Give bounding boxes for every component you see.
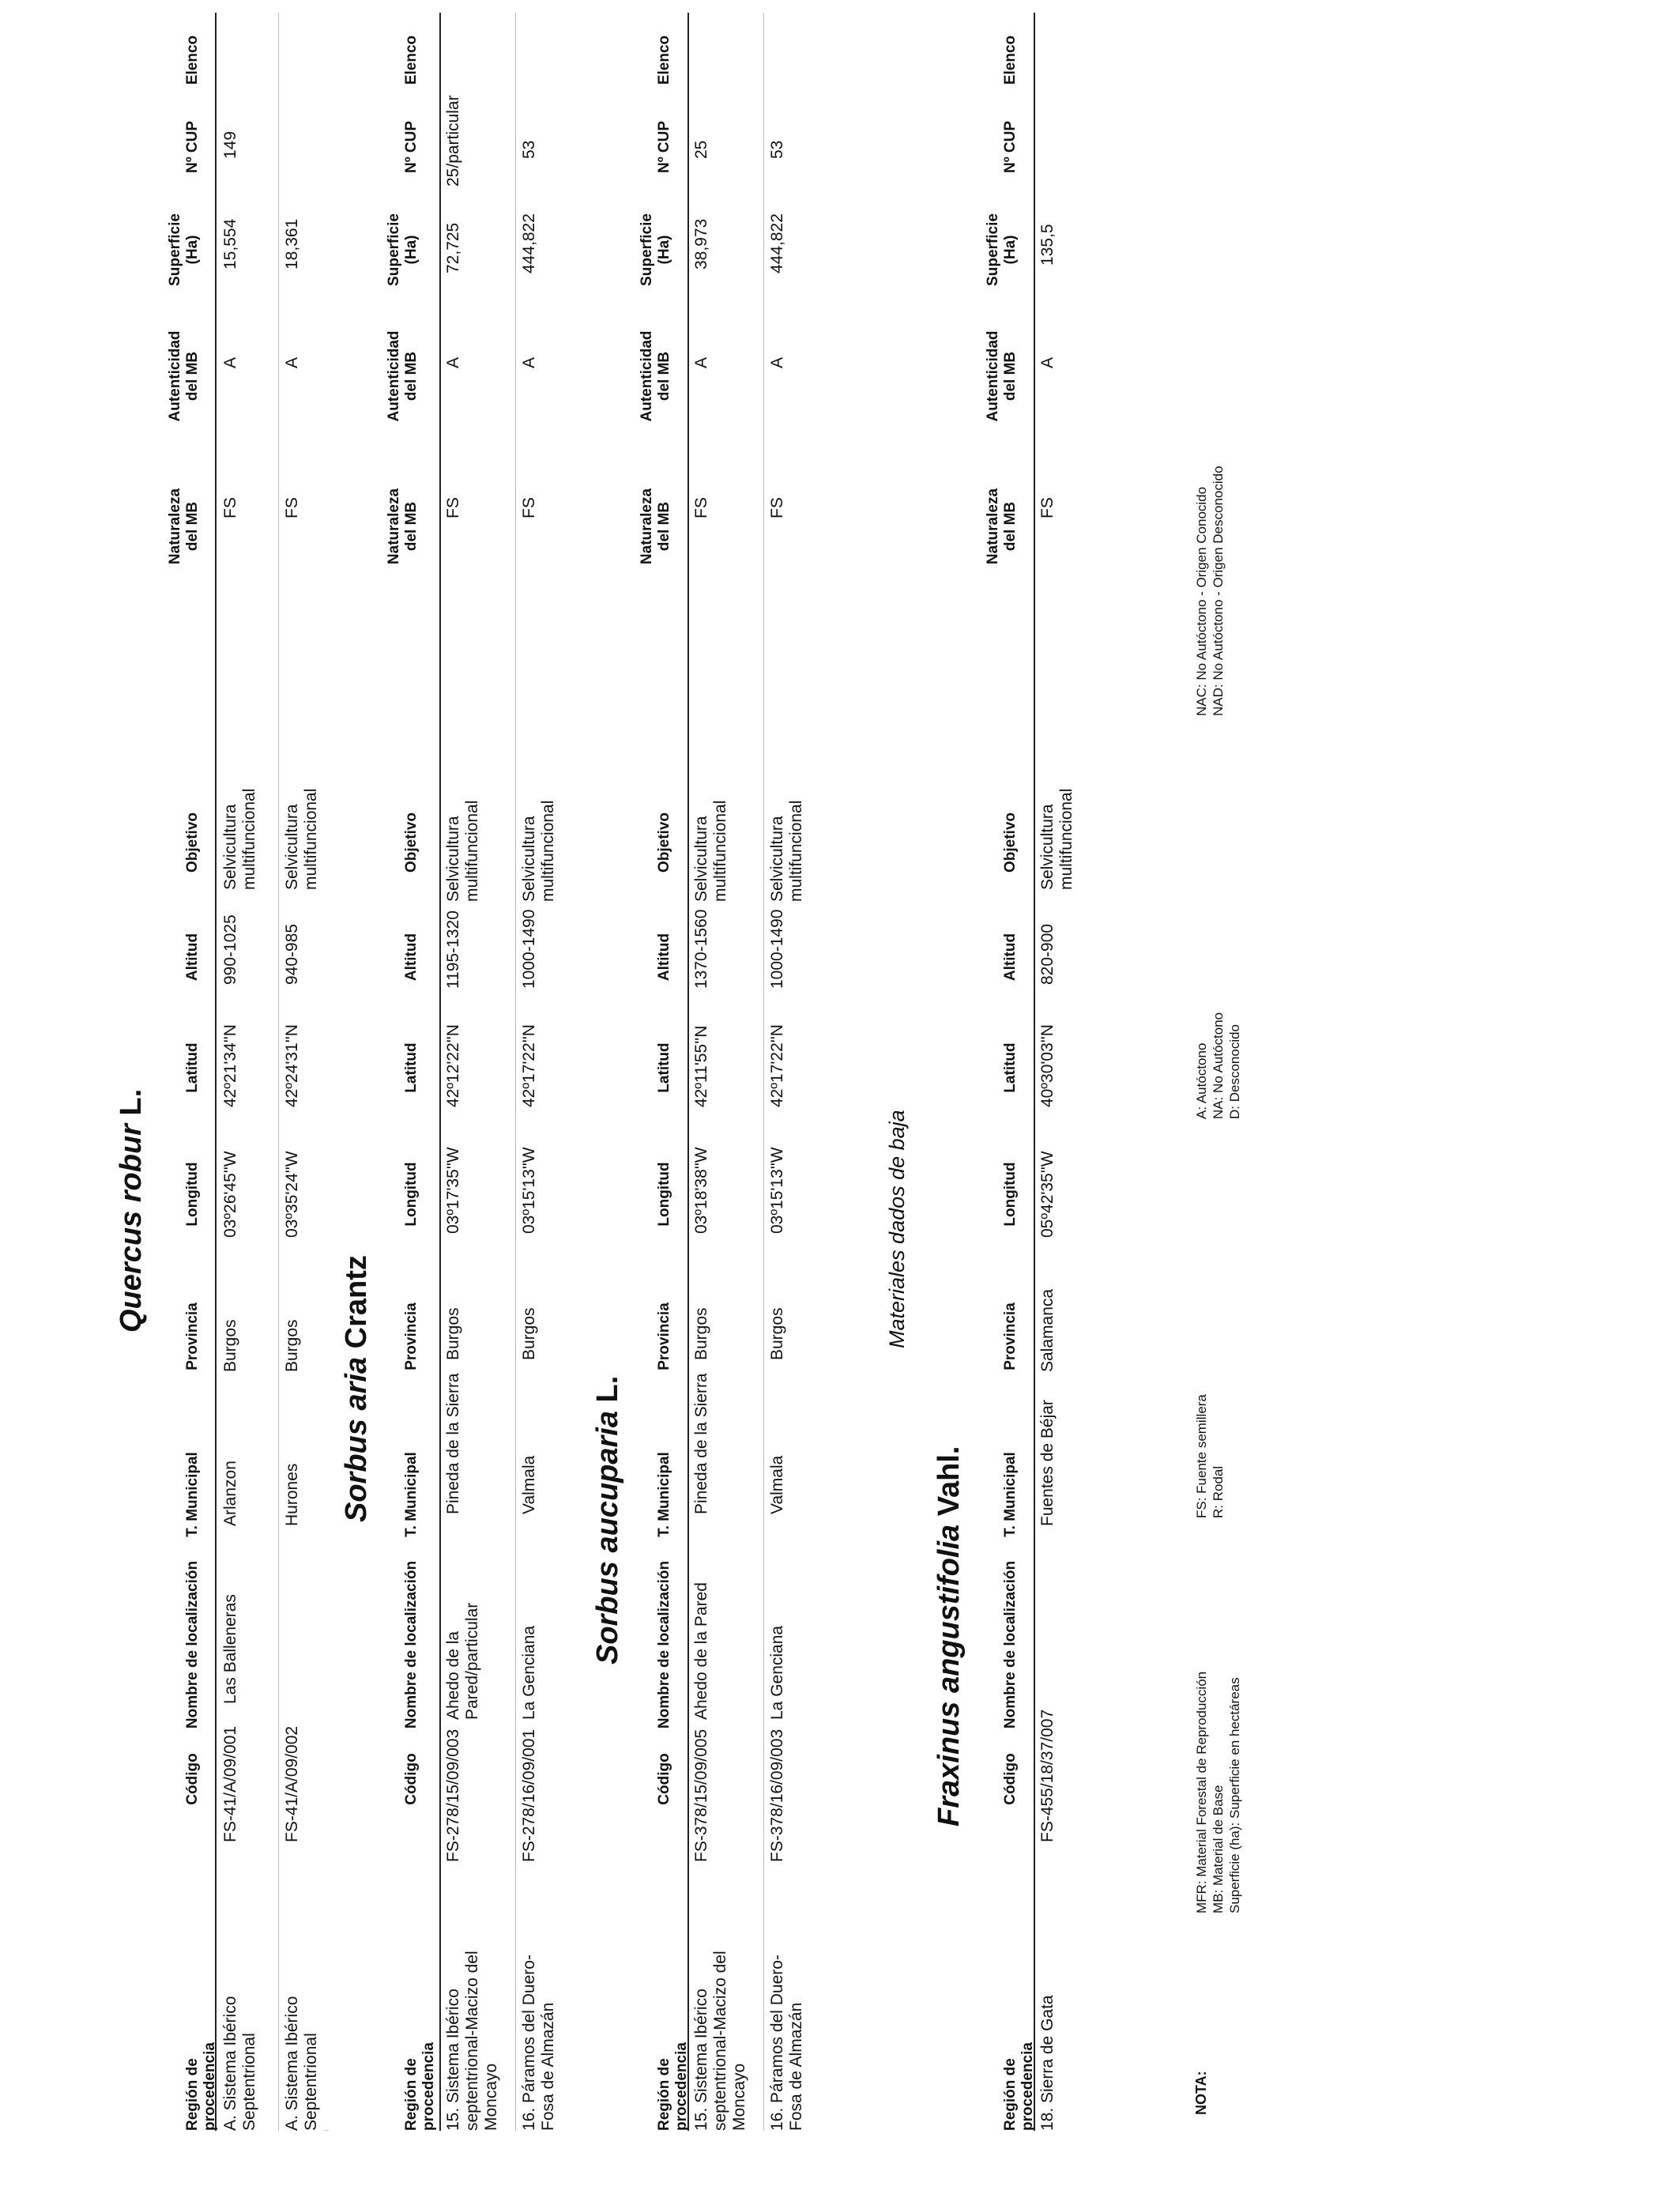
- table-row-cell: 40º30'03''N: [1038, 1024, 1057, 1107]
- table-row-cell: A: [283, 356, 301, 368]
- table-row-cell: 42º21'34''N: [221, 1024, 239, 1107]
- table-row-cell: 03º17'35''W: [444, 1147, 462, 1234]
- table-row-cell: FS-41/A/09/001: [221, 1725, 239, 1842]
- species-name: Fraxinus angustifolia: [932, 1524, 966, 1826]
- notes-col2-line1: FS: Fuente semillera: [1194, 1394, 1209, 1518]
- table-row-cell: 1370-1560: [692, 909, 710, 989]
- header-autenticidad: Autenticidad del MB: [985, 330, 1019, 422]
- table-row-cell: 135,5: [1038, 224, 1057, 266]
- table-row-cell: 53: [768, 140, 786, 159]
- header-latitud: Latitud: [184, 1042, 201, 1093]
- header-cup: Nº CUP: [184, 120, 201, 174]
- table-row-cell: 53: [520, 140, 538, 159]
- section-title-fraxinus-angustifolia: [932, 1446, 966, 1826]
- table-row-cell: FS: [520, 497, 538, 518]
- header-autenticidad: Autenticidad del MB: [167, 330, 201, 422]
- table-row-cell: 42º11'55''N: [692, 1025, 710, 1107]
- table-row-cell: Fuentes de Béjar: [1038, 1400, 1057, 1526]
- species-author: Crantz: [340, 1255, 373, 1349]
- table-row-cell: 1000-1490: [768, 909, 786, 989]
- header-longitud: Longitud: [184, 1162, 201, 1227]
- species-name: Sorbus aucuparia: [591, 1411, 624, 1664]
- species-author: L.: [591, 1375, 624, 1403]
- table-row-cell: 38,973: [692, 218, 710, 270]
- section-title-sorbus-aria: [340, 1255, 374, 1522]
- table-row-cell: Selvicultura multifuncional: [283, 788, 320, 890]
- table-row-cell: 820-900: [1038, 923, 1057, 985]
- table-row-cell: A: [1038, 356, 1057, 368]
- notes-col1-line3: Superficie (ha): Superficie en hectáreas: [1227, 1677, 1242, 1913]
- section-title-sorbus-aucuparia: [591, 1376, 625, 1664]
- row-divider: [515, 13, 516, 2131]
- table-row-cell: La Genciana: [520, 1625, 538, 1720]
- header-naturaleza: Naturaleza del MB: [386, 488, 420, 565]
- header-longitud: Longitud: [403, 1162, 420, 1227]
- table-row-cell: FS: [768, 497, 786, 518]
- header-rule: [439, 13, 441, 2131]
- table-row-cell: La Genciana: [768, 1625, 786, 1720]
- table-row-cell: 940-985: [283, 923, 301, 985]
- notes-col1-line1: MFR: Material Forestal de Reproducción: [1194, 1671, 1209, 1913]
- header-superficie: Superficie (Ha): [985, 213, 1019, 286]
- table-row-cell: Valmala: [520, 1455, 538, 1514]
- header-nombre: Nombre de localización: [1002, 1560, 1019, 1729]
- table-row-cell: Pineda de la Sierra: [444, 1373, 462, 1514]
- header-latitud: Latitud: [656, 1042, 672, 1093]
- table-row-cell: 15,554: [221, 218, 239, 270]
- table-row-cell: 42º17'22''N: [520, 1024, 538, 1107]
- table-row-cell: A. Sistema Ibérico Septentrional: [283, 1996, 320, 2131]
- header-altitud: Altitud: [656, 933, 672, 982]
- table-row-cell: FS-378/15/09/005: [692, 1728, 710, 1862]
- header-municipal: T. Municipal: [403, 1452, 420, 1537]
- notes-col3-line3: D: Desconocido: [1227, 1023, 1242, 1119]
- table-row-cell: 42º17'22''N: [768, 1024, 786, 1107]
- section-title-quercus-robur: [115, 1089, 149, 1333]
- header-elenco: Elenco: [403, 35, 420, 85]
- table-row-cell: 05º42'35''W: [1038, 1151, 1057, 1238]
- header-objetivo: Objetivo: [656, 812, 672, 873]
- table-row-cell: 25/particular: [444, 95, 462, 187]
- header-cup: Nº CUP: [403, 120, 420, 174]
- header-nombre: Nombre de localización: [656, 1560, 672, 1729]
- header-autenticidad: Autenticidad del MB: [638, 330, 672, 422]
- header-region: Región de procedencia: [403, 2042, 437, 2131]
- header-cup: Nº CUP: [656, 120, 672, 174]
- notes-col1-line2: MB: Material de Base: [1211, 1785, 1226, 1913]
- header-altitud: Altitud: [184, 933, 201, 982]
- header-elenco: Elenco: [184, 35, 201, 85]
- table-row-cell: A: [444, 356, 462, 368]
- table-row-cell: Arlanzon: [221, 1461, 239, 1526]
- table-row-cell: 149: [221, 130, 239, 159]
- header-objetivo: Objetivo: [403, 812, 420, 873]
- header-superficie: Superficie (Ha): [638, 213, 672, 286]
- table-row-cell: Burgos: [520, 1307, 538, 1360]
- table-row-cell: 03º15'13''W: [520, 1147, 538, 1234]
- header-naturaleza: Naturaleza del MB: [985, 488, 1019, 565]
- header-nombre: Nombre de localización: [403, 1560, 420, 1729]
- table-row-cell: A: [520, 356, 538, 368]
- table-row-cell: Ahedo de la Pared/particular: [444, 1602, 481, 1720]
- table-row-cell: A: [221, 356, 239, 368]
- header-municipal: T. Municipal: [184, 1452, 201, 1537]
- header-elenco: Elenco: [656, 35, 672, 85]
- header-cup: Nº CUP: [1002, 120, 1019, 174]
- table-row-cell: FS: [1038, 497, 1057, 518]
- header-rule: [1034, 13, 1035, 2131]
- table-row-cell: Burgos: [692, 1307, 710, 1360]
- table-row-cell: FS-455/18/37/007: [1038, 1709, 1057, 1842]
- table-row-cell: Hurones: [283, 1463, 301, 1526]
- notes-col2-line2: R: Rodal: [1211, 1465, 1226, 1518]
- table-row-cell: 990-1025: [221, 914, 239, 985]
- table-row-cell: 444,822: [520, 213, 538, 273]
- table-row-cell: 15. Sistema Ibérico septentrional-Macizo del Moncayo: [692, 1951, 748, 2131]
- notes-col4-line1: NAC: No Autóctono - Origen Conocido: [1194, 486, 1209, 716]
- header-elenco: Elenco: [1002, 35, 1019, 85]
- row-divider: [763, 13, 764, 2131]
- table-row-cell: FS: [444, 497, 462, 518]
- header-superficie: Superficie (Ha): [386, 213, 420, 286]
- table-row-cell: 03º26'45''W: [221, 1151, 239, 1238]
- table-row-cell: 42º24'31''N: [283, 1024, 301, 1107]
- table-row-cell: FS: [221, 497, 239, 518]
- header-objetivo: Objetivo: [1002, 812, 1019, 873]
- header-superficie: Superficie (Ha): [167, 213, 201, 286]
- table-row-cell: Ahedo de la Pared: [692, 1582, 710, 1720]
- header-codigo: Código: [1002, 1753, 1019, 1805]
- table-row-cell: FS-278/16/09/001: [520, 1728, 538, 1862]
- species-author: L.: [115, 1088, 148, 1116]
- table-row-cell: Selvicultura multifuncional: [1038, 788, 1075, 890]
- table-row-cell: Burgos: [768, 1307, 786, 1360]
- table-row-cell: 42º12'22''N: [444, 1024, 462, 1107]
- table-row-cell: A. Sistema Ibérico Septentrional: [221, 1996, 258, 2131]
- header-rule: [215, 13, 217, 2131]
- notes-col3-line2: NA: No Autóctono: [1211, 1012, 1226, 1119]
- table-row-cell: 16. Páramos del Duero-Fosa de Almazán: [768, 1955, 805, 2131]
- table-row-cell: 1000-1490: [520, 909, 538, 989]
- header-provincia: Provincia: [656, 1302, 672, 1370]
- table-row-cell: 15. Sistema Ibérico septentrional-Macizo del Moncayo: [444, 1951, 500, 2131]
- table-row-cell: FS-278/15/09/003: [444, 1728, 462, 1862]
- table-row-cell: Selvicultura multifuncional: [520, 800, 557, 902]
- header-objetivo: Objetivo: [184, 812, 201, 873]
- table-row-cell: Selvicultura multifuncional: [444, 800, 481, 902]
- section-separator: [324, 2130, 329, 2131]
- table-row-cell: FS-378/16/09/003: [768, 1728, 786, 1862]
- header-autenticidad: Autenticidad del MB: [386, 330, 420, 422]
- table-row-cell: 72,725: [444, 222, 462, 273]
- header-codigo: Código: [184, 1753, 201, 1805]
- header-municipal: T. Municipal: [656, 1452, 672, 1537]
- header-naturaleza: Naturaleza del MB: [167, 488, 201, 565]
- header-latitud: Latitud: [1002, 1042, 1019, 1093]
- species-name: Sorbus aria: [340, 1356, 373, 1522]
- table-row-cell: 18. Sierra de Gata: [1038, 1995, 1057, 2131]
- baja-label: Materiales dados de baja: [885, 1110, 909, 1348]
- header-longitud: Longitud: [1002, 1162, 1019, 1227]
- table-row-cell: Selvicultura multifuncional: [221, 788, 258, 890]
- table-row-cell: 25: [692, 140, 710, 159]
- table-row-cell: Valmala: [768, 1455, 786, 1514]
- table-row-cell: Selvicultura multifuncional: [768, 800, 805, 902]
- header-provincia: Provincia: [184, 1302, 201, 1370]
- header-altitud: Altitud: [403, 933, 420, 982]
- table-row-cell: 444,822: [768, 213, 786, 273]
- table-row-cell: 16. Páramos del Duero-Fosa de Almazán: [520, 1955, 557, 2131]
- table-row-cell: Burgos: [444, 1307, 462, 1360]
- header-municipal: T. Municipal: [1002, 1452, 1019, 1537]
- header-rule: [687, 13, 689, 2131]
- notes-col4-line2: NAD: No Autóctono - Origen Desconocido: [1211, 466, 1226, 716]
- header-longitud: Longitud: [656, 1162, 672, 1227]
- table-row-cell: 03º35'24''W: [283, 1151, 301, 1238]
- header-provincia: Provincia: [403, 1302, 420, 1370]
- table-row-cell: Salamanca: [1038, 1288, 1057, 1372]
- table-row-cell: FS: [283, 497, 301, 518]
- header-codigo: Código: [403, 1753, 420, 1805]
- table-row-cell: Burgos: [283, 1319, 301, 1372]
- header-nombre: Nombre de localización: [184, 1560, 201, 1729]
- header-region: Región de procedencia: [1002, 2042, 1036, 2131]
- table-row-cell: Selvicultura multifuncional: [692, 800, 729, 902]
- table-row-cell: Burgos: [221, 1319, 239, 1372]
- table-row-cell: FS: [692, 497, 710, 518]
- species-author: Vahl.: [932, 1446, 966, 1517]
- table-row-cell: 1195-1320: [444, 910, 462, 989]
- table-row-cell: A: [768, 356, 786, 368]
- table-row-cell: 18,361: [283, 218, 301, 270]
- table-row-cell: 03º18'38''W: [692, 1147, 710, 1234]
- header-naturaleza: Naturaleza del MB: [638, 488, 672, 565]
- table-row-cell: Las Balleneras: [221, 1594, 239, 1704]
- header-region: Región de procedencia: [656, 2042, 690, 2131]
- header-altitud: Altitud: [1002, 933, 1019, 982]
- row-divider: [278, 13, 279, 2131]
- table-row-cell: FS-41/A/09/002: [283, 1725, 301, 1842]
- notes-col3-line1: A: Autóctono: [1194, 1042, 1209, 1119]
- notes-label: NOTA:: [1193, 2071, 1209, 2115]
- header-codigo: Código: [656, 1753, 672, 1805]
- header-provincia: Provincia: [1002, 1302, 1019, 1370]
- header-region: Región de procedencia: [184, 2042, 218, 2131]
- table-row-cell: Pineda de la Sierra: [692, 1373, 710, 1514]
- header-latitud: Latitud: [403, 1042, 420, 1093]
- table-row-cell: 03º15'13''W: [768, 1147, 786, 1234]
- table-row-cell: A: [692, 356, 710, 368]
- species-name: Quercus robur: [115, 1124, 148, 1333]
